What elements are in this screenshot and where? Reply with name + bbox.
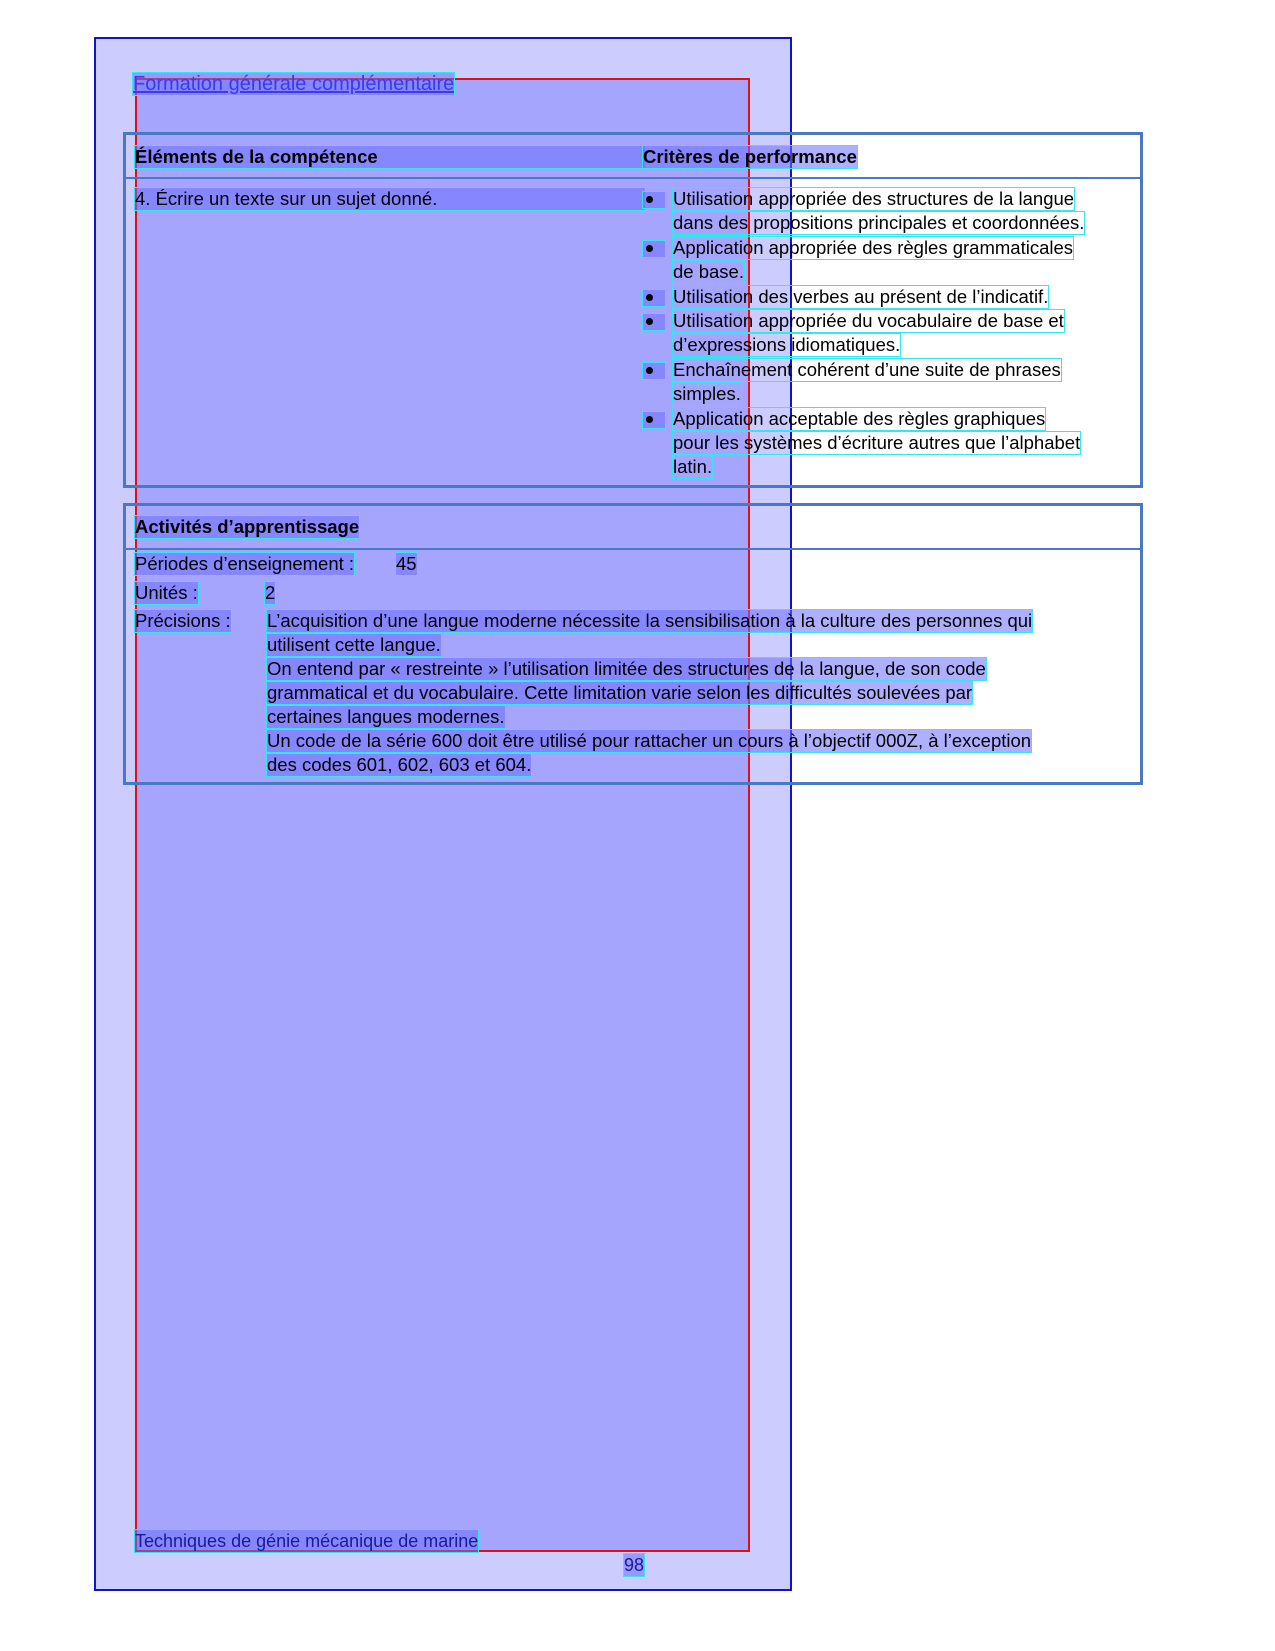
units-label: Unités :: [135, 582, 198, 603]
bullet-icon: [643, 314, 665, 330]
criteria-line: dans des propositions principales et coordonnées.: [673, 212, 1085, 233]
bullet-icon: [643, 290, 665, 306]
criteria-line: latin.: [673, 456, 713, 477]
competence-element: 4. Écrire un texte sur un sujet donné.: [135, 188, 645, 210]
criteria-line: d’expressions idiomatiques.: [673, 334, 901, 355]
document-header-title: Formation générale complémentaire: [133, 73, 455, 95]
precisions-line: certaines langues modernes.: [267, 706, 505, 727]
bullet-icon: [643, 241, 665, 257]
units-value: 2: [265, 582, 276, 603]
precisions-line: utilisent cette langue.: [267, 634, 441, 655]
criteria-line: Enchaînement cohérent d’une suite de phrases: [673, 359, 1061, 380]
bullet-icon: [643, 192, 665, 208]
criteria-line: Application acceptable des règles graphiques: [673, 408, 1046, 429]
precisions-line: Un code de la série 600 doit être utilisé pour rattacher un cours à l’objectif 000Z, à l’exception: [267, 730, 1032, 751]
page-number: 98: [624, 1555, 645, 1575]
precisions-label: Précisions :: [135, 610, 231, 631]
col-header-elements: Éléments de la compétence: [135, 146, 645, 168]
activities-header-rule: [124, 548, 1142, 550]
precisions-line: grammatical et du vocabulaire. Cette limitation varie selon les difficultés soulevées par: [267, 682, 973, 703]
activities-header: Activités d’apprentissage: [135, 516, 360, 537]
periods-value: 45: [396, 553, 417, 574]
footer-program: Techniques de génie mécanique de marine: [135, 1531, 479, 1551]
bullet-icon: [643, 412, 665, 428]
bullet-icon: [643, 363, 665, 379]
periods-label: Périodes d’enseignement :: [135, 553, 355, 574]
criteria-line: Utilisation appropriée des structures de la langue: [673, 188, 1075, 209]
criteria-line: pour les systèmes d’écriture autres que l’alphabet: [673, 432, 1081, 453]
criteria-line: Application appropriée des règles grammaticales: [673, 237, 1074, 258]
col-header-criteria: Critères de performance: [643, 146, 857, 167]
criteria-line: Utilisation appropriée du vocabulaire de base et: [673, 310, 1064, 331]
precisions-line: des codes 601, 602, 603 et 604.: [267, 754, 532, 775]
criteria-line: simples.: [673, 383, 741, 404]
precisions-line: L’acquisition d’une langue moderne nécessite la sensibilisation à la culture des personnes qui: [267, 610, 1033, 631]
table-header-rule: [124, 177, 1142, 179]
criteria-line: de base.: [673, 261, 744, 282]
precisions-line: On entend par « restreinte » l’utilisation limitée des structures de la langue, de son code: [267, 658, 986, 679]
criteria-line: Utilisation des verbes au présent de l’indicatif.: [673, 286, 1049, 307]
